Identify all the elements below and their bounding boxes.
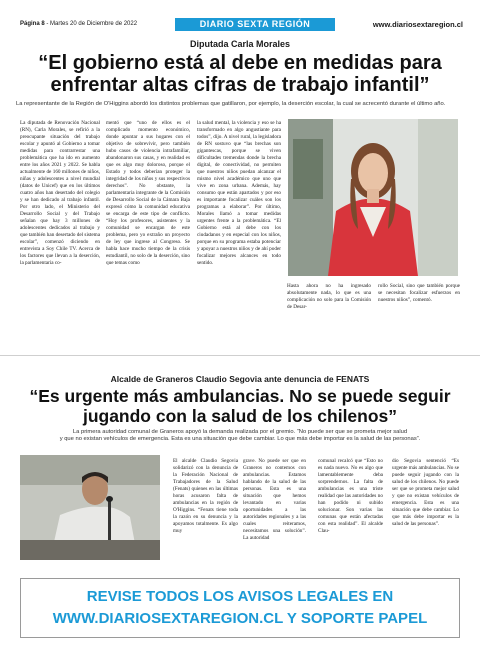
article1-kicker: Diputada Carla Morales [189, 39, 291, 49]
article2-subtitle-line1: La primera autoridad comunal de Graneros apoyó la demanda realizada por el gremio. “No puede ser que se prometa mejor salud [72, 429, 408, 435]
article2-column-1: El alcalde Claudio Segovia solidarizó con la denuncia de la Federación Nacional de Trabajadores de la Salud (Fenats) quienes en las últimas horas acusaron falta de ambulancias en la región de O'Higgins. “Fenats tiene toda la razón en su denuncia y la apoyamos totalmente. Es algo muy [173, 458, 238, 534]
speaker-illustration [20, 455, 160, 560]
article1-column-3: la salud mental, la violencia y eso se ha transformado en algo angustiante para todos”, dijo. A nivel rural, la legisladora de RN sostuvo que “las brechas son gigantescas, porque se viven dificultades tremendas donde la brecha digital, de conectividad, no permiten que nuestros niños puedan alcanzar el mismo nivel académico que uno que vive en zona urbana. Además, hay consumo que están apartados y por eso es importante focalizar cuáles son los programas a elaborar”. Por último, Morales llamó a tomar medidas urgentes frente a la problemática. “El Gobierno está al debe con los ciudadanos y en especial con los niños, porque en su programa estaba potenciar y apoyar a nuestros niños y de ahí poder focalizar mejores alcances en todo sentido. [197, 120, 281, 266]
article1-column-4b: rollo Social, sino que también porque se necesitan focalizar esfuerzos en nuestros niños”, comentó. [378, 283, 460, 303]
banner-line2: WWW.DIARIOSEXTAREGION.CL Y SOPORTE PAPEL [52, 610, 428, 627]
photo-carla-morales [288, 119, 458, 276]
article1-title [10, 52, 470, 96]
article1-column-1: La diputada de Renovación Nacional (RN), Carla Morales, se refirió a la preocupante situación del trabajo escolar y apuntó al Gobierno a tomar medidas para contrarrestar una problemática que ha ido en aumento entre los años 2021 y 2022. Se habla actualmente de 160 millones de niños, niñas y adolescentes a nivel mundial (datos de Unicef) que en los últimos cuatro años han desertado del colegio y se han dedicado al trabajo infantil. Por otro lado, el Ministerio del Desarrollo Social y del Trabajo señalan que hay 3 millones de adolescentes dedicados al trabajo y que también han desertado del sistema escolar”, comenzó diciendo en entrevista a Soy Chile TV. Acerca de los factores que llevan a la deserción, la parlamentaria co- [20, 120, 100, 266]
article2-column-3: comunal recalcó que “Esto no es nada nuevo. No es algo que lamentablemente deba sorprendernos. La falta de ambulancias es una triste realidad que las autoridades no han podido ni subido solucionar. Son varias las comunas que están afectadas con esta realidad”. El alcalde Clau- [318, 458, 383, 534]
article2-title-line1: “Es urgente más ambulancias. No se puede seguir [29, 386, 451, 406]
site-url[interactable]: www.diariosextaregion.cl [372, 20, 463, 29]
article2-title [10, 386, 470, 426]
page-date-line: Página 8 - Martes 20 de Diciembre de 2022 [20, 21, 138, 27]
article2-kicker: Alcalde de Graneros Claudio Segovia ante denuncia de FENATS [110, 374, 370, 384]
article1-subtitle: La representante de la Región de O'Higgins abordó los distintos problemas que gatillaron, por ejemplo, la deserción escolar, la cual se acrecentó durante el último año. [16, 101, 446, 107]
article2-title-line2: jugando con la salud de los chilenos” [82, 406, 398, 426]
page-header [20, 18, 463, 31]
section-divider [0, 355, 480, 356]
photo-claudio-segovia [20, 455, 160, 560]
article2-column-2: grave. No puede ser que en Graneros no contemos con ambulancias. Estamos hablando de la salud de las personas. Esta es una situación que hemos levantado en varias oportunidades a las autoridades regionales y a las cuales reiteramos, necesitamos una solución”. La autoridad [243, 458, 306, 541]
portrait-illustration [288, 119, 458, 276]
legal-notices-banner[interactable] [20, 578, 460, 638]
article1-column-2: mentó que “uno de ellos es el complicado momento económico, donde apuntar a sus hogares con el objetivo de sobrevivir, pero también hubo casos de violencia intrafamiliar, abandonaron sus casas, y en realidad es que es algo muy doloroso, porque el Estado y todos deberían proteger la integridad de los niños y sus respectivos derechos”. No obstante, la parlamentaria integrante de la Comisión de Desarrollo Social de la Cámara Baja expresó cómo la comunidad educativa se encarga de este tipo de conflicto. “Hoy los profesores, asistentes y la comunidad se encargan de este problema, pero yo extraño un proyecto de ley que ingrese al Congreso. Se habla hace mucho tiempo de la crisis estudiantil, no solo de la deserción, sino que temas como [106, 120, 190, 266]
masthead-brand: DIARIO SEXTA REGIÓN [175, 18, 335, 31]
article1-title-line2: enfrentar altas cifras de trabajo infantil” [50, 74, 430, 96]
article2-column-4: dio Segovia sentenció “Es urgente más ambulancias. No se puede seguir jugando con la salud de los chilenos. No puede ser que se prometa mejor salud y que no existan vehículos de emergencia. Esta es una situación que debe cambiar. Lo que más debe importar es la salud de las personas”. [392, 458, 459, 527]
article2-subtitle-line2: y que no existan vehículos de emergencia. Esta es una situación que debe cambiar. Lo que más debe importar es la salud de las personas”. [59, 436, 421, 442]
banner-line1: REVISE TODOS LOS AVISOS LEGALES EN [86, 588, 394, 605]
article2-subtitle [40, 429, 440, 443]
article1-column-4a: Hasta ahora no ha ingresado absolutamente nada, lo que es una complicación no solo para la Comisión de Desar- [287, 283, 371, 310]
article1-title-line1: “El gobierno está al debe en medidas para [38, 52, 442, 74]
